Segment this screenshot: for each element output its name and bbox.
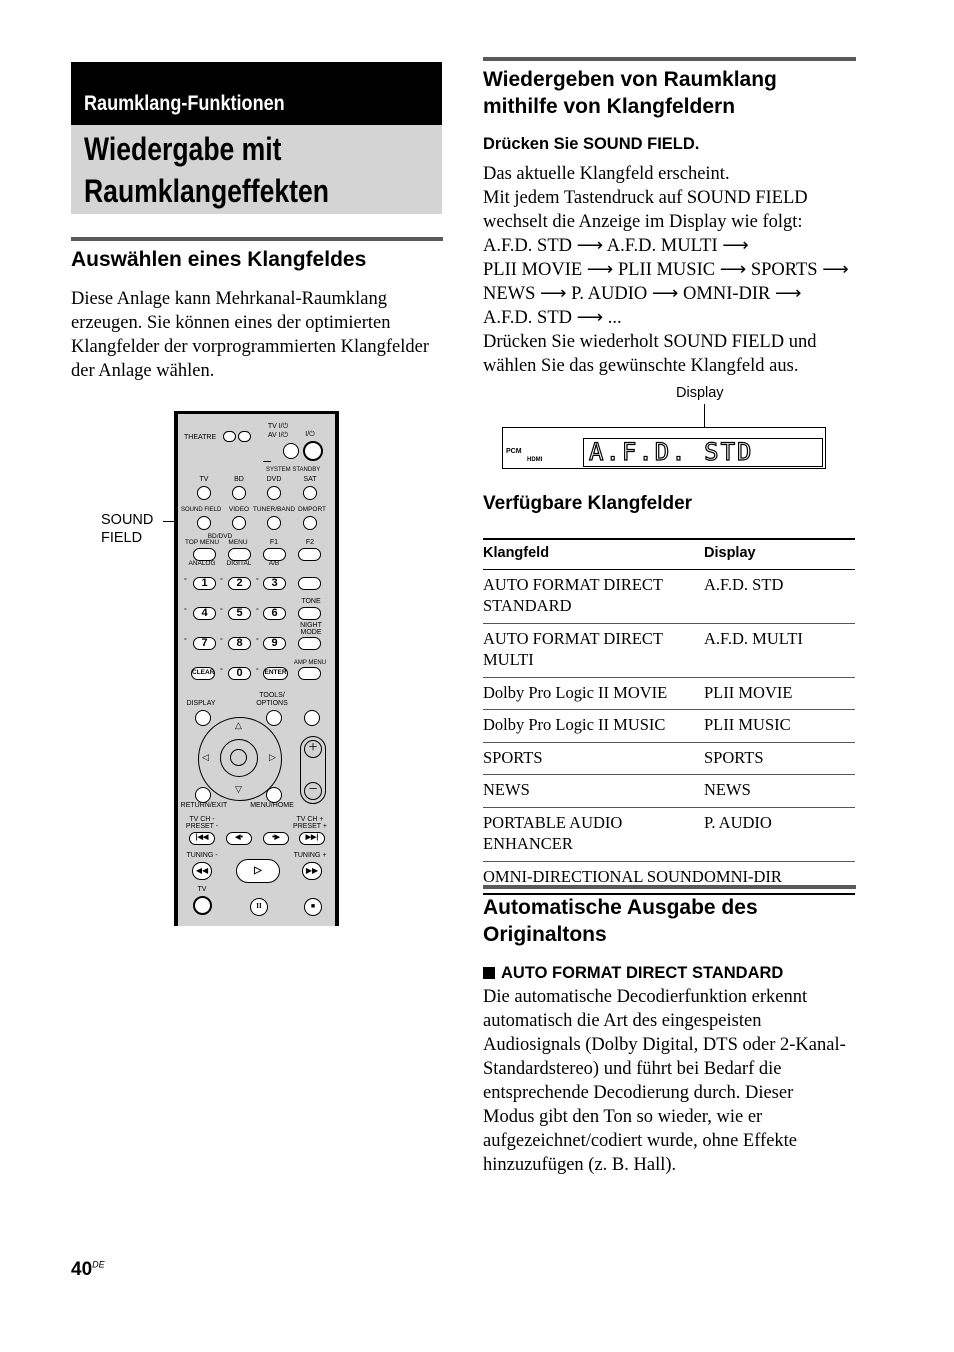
- remote-next-button[interactable]: ▶▶|: [299, 832, 325, 845]
- remote-digit-7[interactable]: 7: [193, 637, 216, 650]
- remote-clear-button[interactable]: CLEAR: [191, 667, 215, 680]
- remote-av-power-button[interactable]: [283, 443, 299, 459]
- heading-rule-auto: [483, 885, 856, 889]
- remote-tuner-band-button[interactable]: [267, 516, 281, 530]
- remote-label-tuner-band: TUNER/BAND: [252, 506, 296, 513]
- heading-auto-line2: Originaltons: [483, 923, 607, 946]
- table-row: [483, 677, 855, 710]
- para-line: Drücken Sie wiederholt SOUND FIELD und: [483, 332, 817, 352]
- heading-rule-right: [483, 57, 856, 61]
- remote-display-button[interactable]: [195, 710, 211, 726]
- heading-play-surround: [483, 66, 863, 120]
- remote-sound-field-button[interactable]: [197, 516, 211, 530]
- remote-theatre-button[interactable]: [238, 431, 251, 442]
- remote-tools-button[interactable]: [266, 710, 282, 726]
- display-text: A.F.D. STD: [589, 438, 754, 466]
- afd-line: Standardstereo) und führt bei Bedarf die: [483, 1059, 782, 1079]
- remote-label-top-menu: TOP MENU: [184, 539, 220, 546]
- remote-power-button[interactable]: [303, 441, 323, 461]
- table-row: [483, 710, 855, 743]
- para-line: NEWS ⟶ P. AUDIO ⟶ OMNI-DIR ⟶: [483, 284, 802, 304]
- remote-label-digital: DIGITAL: [226, 560, 252, 567]
- afd-line: automatisch die Art des eingespeisten: [483, 1011, 762, 1031]
- display-pcm-indicator: PCM: [506, 448, 522, 455]
- remote-label-tv-bottom: TV: [197, 886, 207, 893]
- afd-subheading-row: [483, 964, 783, 983]
- front-panel-display: [502, 427, 826, 469]
- arrow-right-icon[interactable]: ▷: [269, 752, 276, 762]
- remote-digit-1[interactable]: 1: [193, 577, 216, 590]
- remote-label-bd: BD: [234, 476, 244, 483]
- standby-bracket: [263, 461, 271, 462]
- remote-label-ab: A/B: [268, 560, 280, 567]
- callout-line2: FIELD: [101, 530, 143, 546]
- table-header-display: Display: [704, 540, 855, 569]
- afd-line: Audiosignals (Dolby Digital, DTS oder 2-Kanal-: [483, 1035, 846, 1055]
- arrow-left-icon[interactable]: ◁: [202, 752, 209, 762]
- remote-digit-6[interactable]: 6: [263, 607, 286, 620]
- callout-line1: SOUND: [101, 512, 154, 528]
- remote-face: THEATRE TV I/⏻ AV I/⏻ I/⏻ SYSTEM STANDBY TV BD DVD SAT SOUND FIELD VIDEO TUNER/BAND DMPORT BD/DVD TOP MENU MENU F1 F2 ANALOG DIGITAL A/B ° 1 ° 2 ° 3 TONE ° 4 ° 5 ° 6 NIGHT MODE ° 7 ° 8 ° 9 AMP MENU CLEAR ° 0 ° ENTER DISPLAY TOOLS/ OPTIONS △ ▽ ◁ ▷ + − RETURN/EXIT MENU/HOME TV CH - PRESET - TV CH + PRESET + |◀◀ ◀• •▶ ▶▶| TUNING - TUNING + ◀◀ ▷ ▶▶ TV II ■: [178, 414, 335, 926]
- heading-auto-line1: Automatische Ausgabe des: [483, 896, 758, 919]
- table-row: [483, 861, 855, 894]
- arrow-down-icon[interactable]: ▽: [235, 784, 242, 794]
- table-row: [483, 807, 855, 861]
- display-hdmi-indicator: HDMI: [527, 457, 543, 463]
- table-cell-field: Dolby Pro Logic II MUSIC: [483, 710, 704, 743]
- arrow-up-icon[interactable]: △: [235, 720, 242, 730]
- remote-label-tv-ch-minus: TV CH -: [189, 816, 215, 823]
- table-cell-display: SPORTS: [704, 742, 855, 775]
- remote-muting-button[interactable]: [304, 710, 320, 726]
- para-line: PLII MOVIE ⟶ PLII MUSIC ⟶ SPORTS ⟶: [483, 260, 849, 280]
- remote-label-power: I/⏻: [305, 431, 315, 438]
- heading-play-line1: Wiedergeben von Raumklang: [483, 68, 777, 91]
- remote-label-tv-ch-plus: TV CH +: [296, 816, 324, 823]
- afd-line: Die automatische Decodierfunktion erkennt: [483, 987, 808, 1007]
- para-line: Das aktuelle Klangfeld erscheint.: [483, 164, 730, 184]
- remote-label-display: DISPLAY: [186, 700, 216, 707]
- remote-subtitle-button[interactable]: [298, 577, 321, 590]
- remote-label-tuning-plus: TUNING +: [293, 852, 327, 859]
- table-cell-display: NEWS: [704, 775, 855, 808]
- table-cell-field: PORTABLE AUDIO ENHANCER: [483, 807, 704, 861]
- remote-enter-button[interactable]: ENTER: [263, 667, 288, 680]
- para-line: A.F.D. STD ⟶ A.F.D. MULTI ⟶: [483, 236, 749, 256]
- remote-play-button[interactable]: ▷: [236, 859, 280, 883]
- table-cell-field: AUTO FORMAT DIRECT MULTI: [483, 623, 704, 677]
- remote-label-dmport: DMPORT: [297, 506, 327, 513]
- afd-subheading: AUTO FORMAT DIRECT STANDARD: [501, 964, 784, 982]
- remote-label-tv: TV: [199, 476, 209, 483]
- remote-fast-forward-button[interactable]: ▶▶: [302, 862, 322, 880]
- remote-label-mode: MODE: [300, 629, 322, 636]
- remote-label-theatre: THEATRE: [184, 434, 217, 441]
- para-line: A.F.D. STD ⟶ ...: [483, 308, 622, 328]
- volume-minus-icon[interactable]: −: [304, 782, 322, 800]
- remote-dvd-button[interactable]: [267, 486, 281, 500]
- display-text-area: [583, 438, 823, 467]
- remote-prev-button[interactable]: |◀◀: [189, 832, 215, 845]
- remote-menu-home-button[interactable]: [266, 787, 282, 803]
- table-cell-display: A.F.D. STD: [704, 569, 855, 623]
- remote-sat-button[interactable]: [303, 486, 317, 500]
- remote-amp-menu-button[interactable]: [298, 667, 321, 680]
- page-number-value: 40: [71, 1259, 93, 1280]
- remote-label-preset-plus: PRESET +: [293, 823, 327, 830]
- table-cell-display: PLII MUSIC: [704, 710, 855, 743]
- sound-fields-table-wrap: [483, 538, 855, 895]
- afd-line: aufgezeichnet/codiert wurde, ohne Effekte: [483, 1131, 798, 1151]
- heading-auto-output: [483, 894, 863, 948]
- remote-dpad-enter-icon: [230, 749, 247, 766]
- remote-label-tuning-minus: TUNING -: [186, 852, 218, 859]
- table-cell-field: SPORTS: [483, 742, 704, 775]
- table-row: [483, 623, 855, 677]
- remote-f2-button[interactable]: [298, 548, 321, 561]
- heading-select-field: Auswählen eines Klangfeldes: [71, 248, 367, 271]
- page-title: [84, 128, 433, 212]
- table-cell-field: OMNI-DIRECTIONAL SOUND: [483, 861, 704, 894]
- remote-digit-3[interactable]: 3: [263, 577, 286, 590]
- remote-stop-button[interactable]: ■: [304, 898, 322, 916]
- remote-digit-0[interactable]: 0: [228, 667, 251, 680]
- remote-label-bd-dvd: BD/DVD: [207, 533, 233, 540]
- para-line: Mit jedem Tastendruck auf SOUND FIELD: [483, 188, 808, 208]
- remote-digit-9[interactable]: 9: [263, 637, 286, 650]
- remote-label-amp-menu: AMP MENU: [293, 660, 327, 666]
- volume-plus-icon[interactable]: +: [304, 740, 322, 758]
- remote-bd-button[interactable]: [232, 486, 246, 500]
- remote-label-return-exit: RETURN/EXIT: [180, 802, 228, 809]
- table-header-row: [483, 540, 855, 569]
- para-line: wechselt die Anzeige im Display wie folgt:: [483, 212, 803, 232]
- afd-line: entsprechende Decodierung durch. Dieser: [483, 1083, 794, 1103]
- remote-label-f2: F2: [305, 539, 315, 546]
- remote-label-sat: SAT: [303, 476, 317, 483]
- press-instruction: Drücken Sie SOUND FIELD.: [483, 135, 700, 153]
- remote-digit-2[interactable]: 2: [228, 577, 251, 590]
- heading-rule: [71, 237, 443, 241]
- intro-paragraph: Diese Anlage kann Mehrkanal-Raumklang erzeugen. Sie können eines der optimierten Klangfelder der vorprogrammierten Klangfelder der Anlage wählen.: [71, 289, 430, 381]
- remote-label-video: VIDEO: [228, 506, 250, 513]
- remote-digit-8[interactable]: 8: [228, 637, 251, 650]
- remote-label-f1: F1: [269, 539, 279, 546]
- remote-tone-button[interactable]: [298, 607, 321, 620]
- page-title-line1: Wiedergabe mit: [84, 131, 282, 167]
- remote-volume-rocker[interactable]: [300, 736, 326, 804]
- remote-label-tone: TONE: [301, 598, 321, 605]
- page-number: [71, 1259, 105, 1281]
- afd-line: Modus gibt den Ton so wieder, wie er: [483, 1107, 763, 1127]
- afd-paragraph: [483, 985, 873, 1177]
- page-number-suffix: DE: [92, 1259, 105, 1270]
- remote-label-options: OPTIONS: [256, 700, 288, 707]
- table-header-sound-field: Klangfeld: [483, 540, 704, 569]
- afd-line: hinzuzufügen (z. B. Hall).: [483, 1155, 677, 1175]
- remote-label-menu-home: MENU/HOME: [250, 802, 294, 809]
- table-cell-display: PLII MOVIE: [704, 677, 855, 710]
- table-row: [483, 742, 855, 775]
- remote-label-dvd: DVD: [266, 476, 282, 483]
- table-cell-display: OMNI-DIR: [704, 861, 855, 894]
- available-fields-heading: Verfügbare Klangfelder: [483, 493, 693, 514]
- remote-replay-button[interactable]: ◀•: [226, 832, 252, 845]
- remote-label-menu: MENU: [228, 539, 248, 546]
- display-label: Display: [676, 385, 724, 401]
- table-cell-field: AUTO FORMAT DIRECT STANDARD: [483, 569, 704, 623]
- remote-rewind-button[interactable]: ◀◀: [192, 862, 212, 880]
- sound-field-callout: [101, 511, 153, 547]
- table-cell-field: Dolby Pro Logic II MOVIE: [483, 677, 704, 710]
- remote-label-sound-field: SOUND FIELD: [181, 507, 222, 513]
- remote-digit-5[interactable]: 5: [228, 607, 251, 620]
- remote-pause-button[interactable]: II: [250, 898, 268, 916]
- table-cell-display: A.F.D. MULTI: [704, 623, 855, 677]
- remote-label-night: NIGHT: [300, 622, 322, 629]
- remote-video-button[interactable]: [232, 516, 246, 530]
- remote-night-mode-button[interactable]: [298, 637, 321, 650]
- remote-dmport-button[interactable]: [303, 516, 317, 530]
- remote-label-system-standby: SYSTEM STANDBY: [266, 467, 321, 473]
- remote-tv-button[interactable]: [197, 486, 211, 500]
- remote-return-button[interactable]: [195, 787, 211, 803]
- remote-label-preset-minus: PRESET -: [185, 823, 219, 830]
- square-bullet-icon: [483, 967, 495, 979]
- remote-label-tv-power: TV I/⏻: [267, 423, 289, 430]
- remote-label-tools: TOOLS/: [259, 692, 285, 699]
- remote-label-analog: ANALOG: [188, 560, 216, 567]
- remote-input-button[interactable]: [223, 431, 236, 442]
- sound-fields-table: [483, 540, 855, 895]
- table-row: [483, 775, 855, 808]
- remote-control: [174, 411, 339, 926]
- remote-label-av-power: AV I/⏻: [267, 432, 289, 439]
- remote-advance-button[interactable]: •▶: [263, 832, 289, 845]
- remote-tv-mode-button[interactable]: [193, 896, 212, 915]
- table-cell-display: P. AUDIO: [704, 807, 855, 861]
- remote-digit-4[interactable]: 4: [193, 607, 216, 620]
- remote-dpad-center-button[interactable]: [220, 739, 258, 777]
- page-title-line2: Raumklangeffekten: [84, 173, 330, 209]
- para-line: wählen Sie das gewünschte Klangfeld aus.: [483, 356, 799, 376]
- heading-play-line2: mithilfe von Klangfeldern: [483, 95, 736, 118]
- table-cell-field: NEWS: [483, 775, 704, 808]
- instructions-paragraph: [483, 162, 873, 378]
- table-row: [483, 569, 855, 623]
- section-title: Raumklang-Funktionen: [84, 92, 285, 115]
